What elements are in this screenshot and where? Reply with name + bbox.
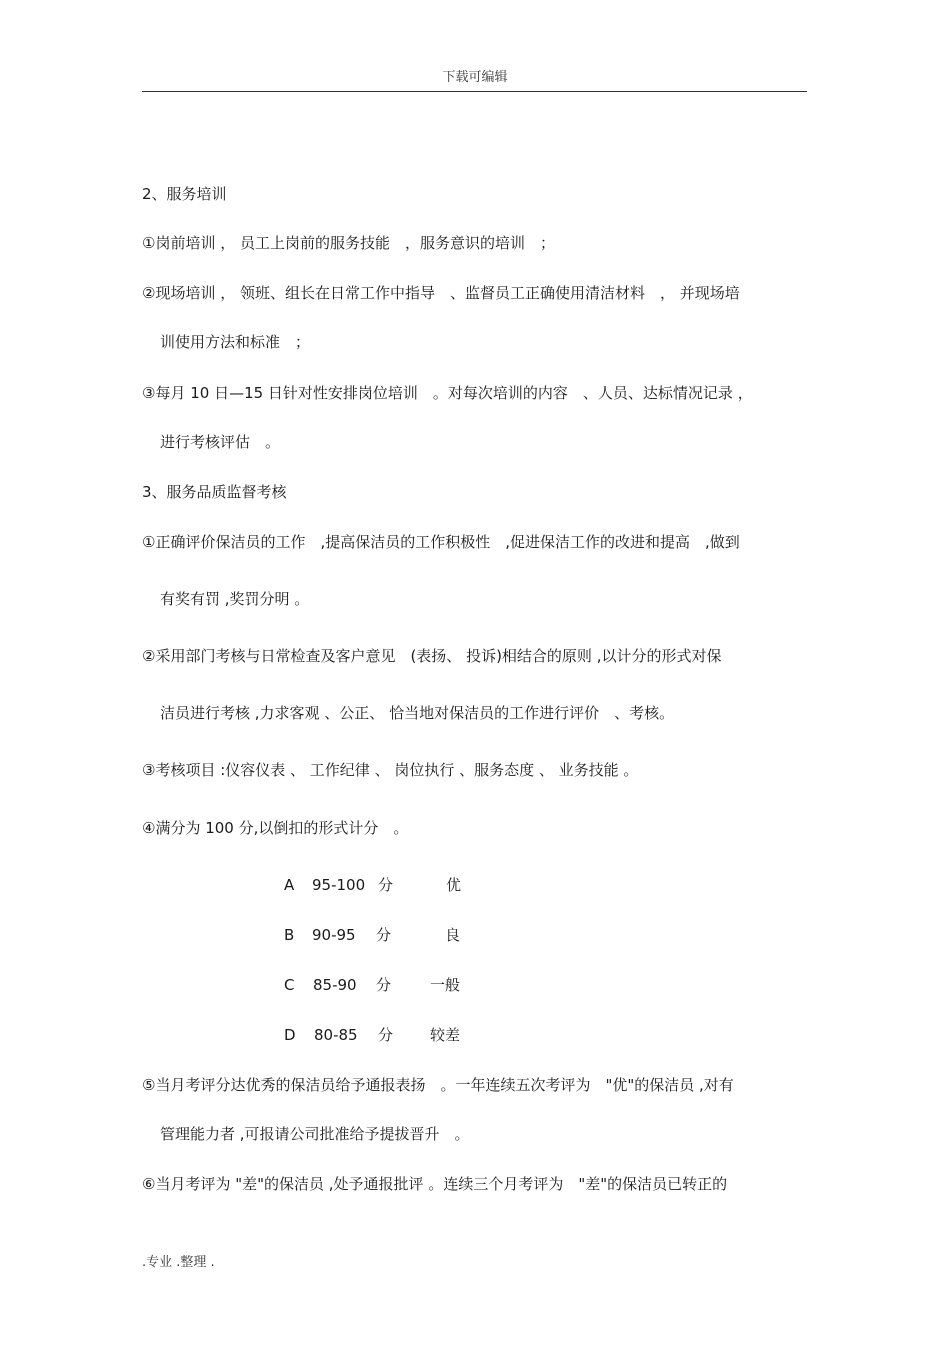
grade-rating: 一般	[430, 976, 461, 994]
section-2-item-1: ①岗前培训 ， 员工上岗前的服务技能 ，服务意识的培训 ；	[142, 234, 555, 252]
grade-letter: D	[284, 1026, 296, 1044]
grade-rating: 优	[446, 876, 462, 894]
section-3-item-3: ③考核项目 :仪容仪表 、 工作纪律 、 岗位执行 、服务态度 、 业务技能 。	[142, 761, 639, 779]
grade-rating: 良	[445, 926, 461, 944]
grade-unit: 分	[376, 976, 392, 994]
header-title: 下载可编辑	[442, 70, 508, 85]
section-3-item-1-line-1: ①正确评价保洁员的工作 ,提高保洁员的工作积极性 ,促进保洁工作的改进和提高 ,做到	[142, 533, 740, 551]
grade-range: 90-95	[312, 926, 356, 944]
grade-range: 80-85	[314, 1026, 358, 1044]
header-divider	[142, 91, 807, 92]
grade-range: 95-100	[312, 876, 366, 894]
grade-letter: B	[284, 926, 295, 944]
section-3-heading: 3、服务品质监督考核	[142, 483, 287, 501]
section-3-item-4: ④满分为 100 分,以倒扣的形式计分 。	[142, 819, 409, 837]
page-footer: .专业 .整理 .	[142, 1255, 215, 1270]
grade-unit: 分	[378, 876, 394, 894]
section-2-heading: 2、服务培训	[142, 185, 227, 203]
section-3-item-2-line-1: ②采用部门考核与日常检查及客户意见 (表扬、 投诉)相结合的原则 ,以计分的形式对保	[142, 647, 722, 665]
section-3-item-2-line-2: 洁员进行考核 ,力求客观 、公正、 恰当地对保洁员的工作进行评价 、考核。	[160, 704, 675, 722]
section-2-item-3-line-2: 进行考核评估 。	[160, 433, 281, 451]
grade-unit: 分	[376, 926, 392, 944]
section-2-item-2-line-1: ②现场培训 ， 领班、组长在日常工作中指导 、监督员工正确使用清洁材料 ， 并现场培	[142, 284, 740, 302]
section-3-item-6-line-1: ⑥当月考评为 "差"的保洁员 ,处予通报批评 。连续三个月考评为 "差"的保洁员已转正的	[142, 1175, 728, 1193]
section-2-item-2-line-2: 训使用方法和标准 ；	[160, 333, 311, 351]
section-2-item-3-line-1: ③每月 10 日—15 日针对性安排岗位培训 。对每次培训的内容 、人员、达标情况记录 ，	[142, 384, 753, 402]
section-3-item-5-line-1: ⑤当月考评分达优秀的保洁员给予通报表扬 。一年连续五次考评为 "优"的保洁员 ,对有	[142, 1076, 734, 1094]
section-3-item-1-line-2: 有奖有罚 ,奖罚分明 。	[160, 590, 310, 608]
grade-range: 85-90	[313, 976, 357, 994]
grade-letter: A	[284, 876, 295, 894]
grade-letter: C	[284, 976, 295, 994]
grade-rating: 较差	[430, 1026, 461, 1044]
section-3-item-5-line-2: 管理能力者 ,可报请公司批准给予提拔晋升 。	[160, 1125, 470, 1143]
grade-unit: 分	[378, 1026, 394, 1044]
